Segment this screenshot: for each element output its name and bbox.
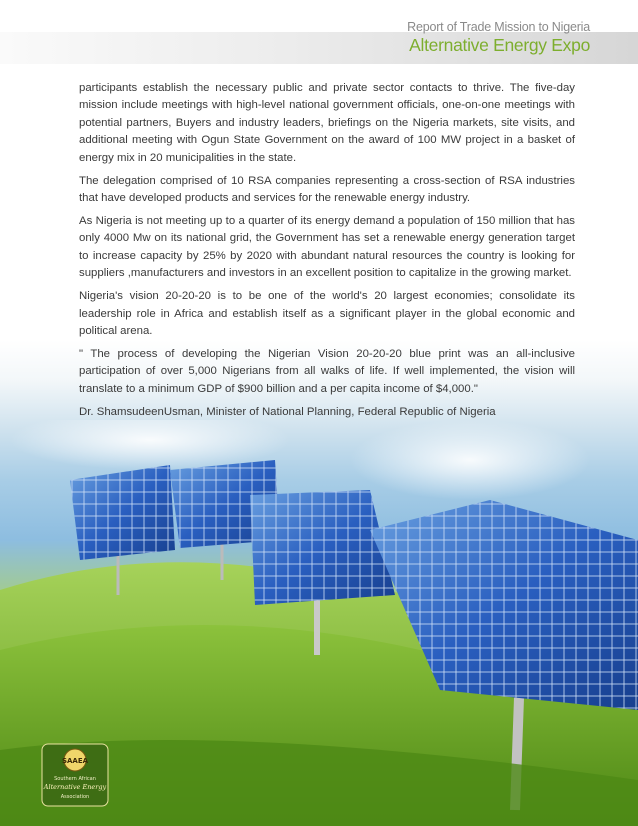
quote-attribution: Dr. ShamsudeenUsman, Minister of National Planning, Federal Republic of Nigeria (79, 405, 496, 418)
paragraph-energy-demand: As Nigeria is not meeting up to a quarter of its energy demand a population of 150 million that has only 4000 Mw on its national grid, the Government has set a renewable energy generation target to increase capacity by 25% by 2020 with abundant natural resources the country is looking for suppliers ,manufacturers and investors in an excellent position to capitalize in the growing market. (79, 215, 575, 280)
paragraph-quote: " The process of developing the Nigerian Vision 20-20-20 blue print was an all-inclusive participation of over 5,000 Nigerians from all walks of life. If well implemented, the vision will translate to a minimum GDP of $900 billion and a per capita income of $4,000." (79, 348, 575, 395)
page-header (407, 20, 590, 56)
paragraph-mission-details: participants establish the necessary public and private sector contacts to thrive. The five-day mission include meetings with high-level national government officials, one-on-one meetings with potential partners, Buyers and industry leaders, briefings on the Nigeria markets, site visits, and additional meeting with Ogun State Government on the award of 100 MW project in a basket of energy mix in 20 municipalities in the state. (79, 82, 575, 164)
cloud-shape (350, 420, 590, 500)
svg-text:Southern African: Southern African (54, 776, 96, 782)
saaea-logo (40, 740, 110, 810)
paragraph-vision-20-20-20: Nigeria's vision 20-20-20 is to be one of the world's 20 largest economies; consolidate its leadership role in Africa and establish itself as a significant player in the global economic and political arena. (79, 290, 575, 338)
header-report-title: Report of Trade Mission to Nigeria (407, 20, 590, 34)
cloud-shape (10, 420, 290, 470)
header-expo-title: Alternative Energy Expo (409, 35, 590, 55)
paragraph-delegation: The delegation comprised of 10 RSA companies representing a cross-section of RSA industries that have developed products and services for the renewable energy industry. (79, 174, 575, 205)
svg-text:Association: Association (60, 794, 90, 800)
article-body (79, 80, 575, 427)
svg-text:SAAEA: SAAEA (61, 757, 89, 765)
svg-text:Alternative Energy: Alternative Energy (43, 783, 107, 791)
